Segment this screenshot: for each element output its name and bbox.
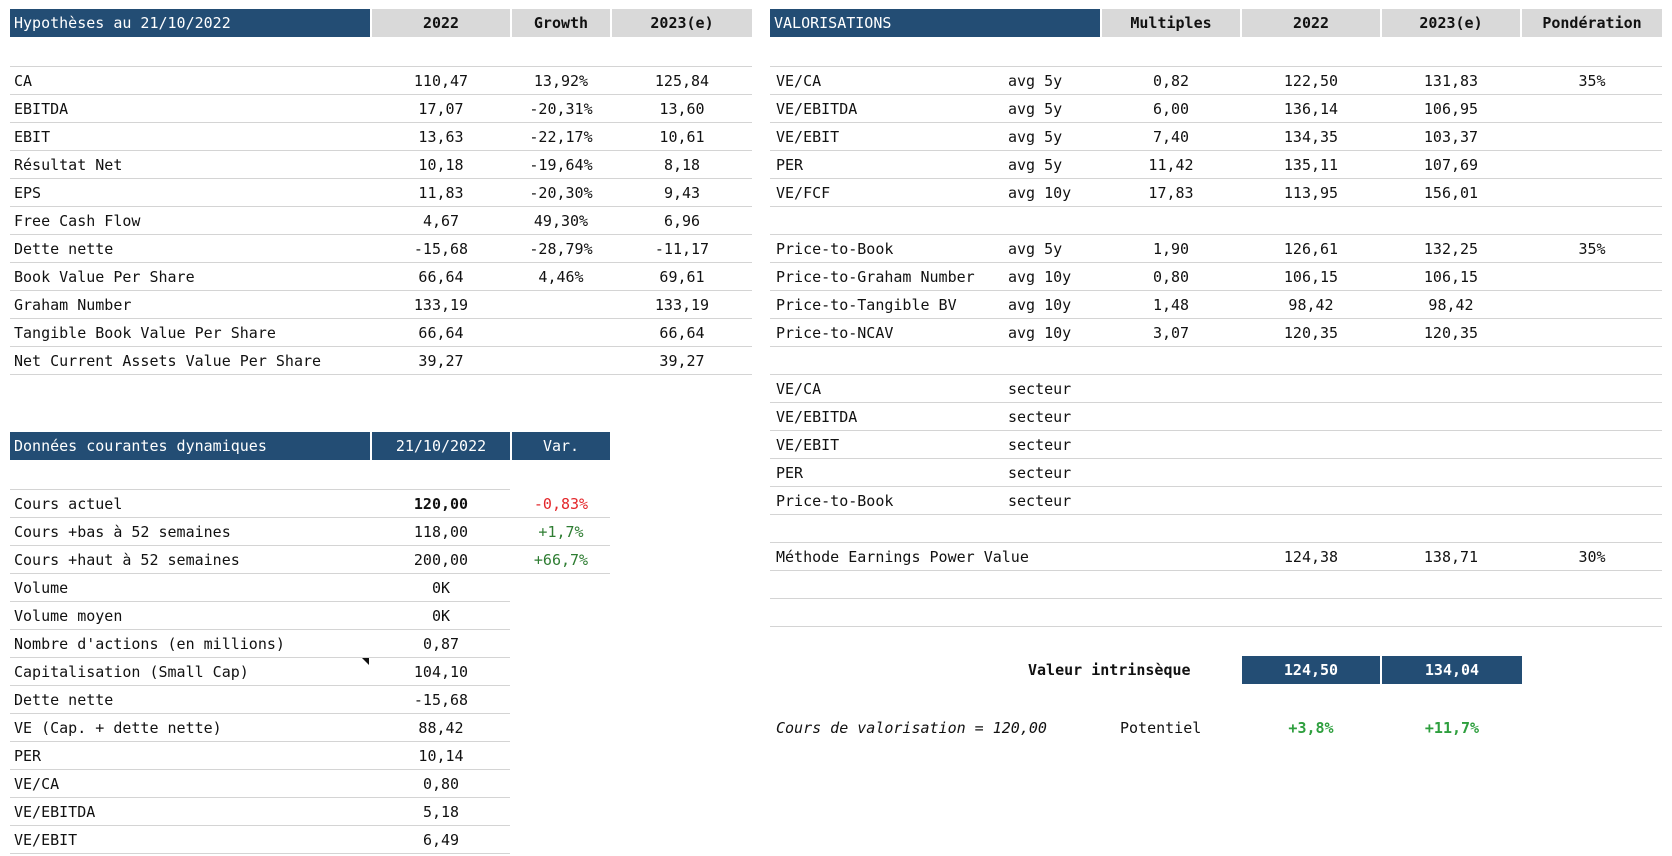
val-multiple [1102, 207, 1240, 234]
val-multiple [1102, 347, 1240, 374]
dynamic-data-panel [0, 420, 760, 856]
val-basis [1008, 599, 1098, 626]
dynamic-date: 21/10/2022 [372, 432, 510, 460]
hyp-growth: -19,64% [529, 156, 593, 174]
val-value-2023e: 107,69 [1423, 156, 1479, 174]
val-label: VE/EBIT [776, 128, 840, 146]
val-value-2022 [1242, 347, 1380, 374]
dyn-value: 118,00 [413, 523, 469, 541]
val-row [770, 543, 1662, 571]
hyp-row [10, 207, 752, 235]
dyn-spacer-row [10, 462, 510, 490]
val-value-2023e [1382, 375, 1520, 402]
hyp-value-2023e: 133,19 [654, 296, 710, 314]
dyn-value: 10,14 [418, 747, 464, 765]
val-value-2023e: 131,83 [1423, 72, 1479, 90]
val-weighting [1522, 375, 1662, 402]
val-weighting [1522, 347, 1662, 374]
val-value-2022: 98,42 [1288, 296, 1334, 314]
dyn-value: 6,49 [422, 831, 460, 849]
val-value-2023e [1382, 515, 1520, 542]
val-label: Price-to-NCAV [776, 324, 894, 342]
val-label: VE/EBIT [776, 436, 840, 454]
val-multiple: 3,07 [1152, 324, 1190, 342]
val-value-2022: 120,35 [1283, 324, 1339, 342]
hyp-row [10, 95, 752, 123]
valuations-title: VALORISATIONS [770, 9, 1100, 37]
valuation-price: Cours de valorisation = 120,00 [776, 719, 1047, 737]
val-weighting [1522, 151, 1662, 178]
hyp-col-2022: 2022 [372, 9, 510, 37]
val-basis: secteur [1008, 408, 1072, 426]
val-label: VE/FCF [776, 184, 831, 202]
hypotheses-panel [0, 0, 760, 380]
val-weighting: 35% [1578, 240, 1606, 258]
val-weighting [1522, 207, 1662, 234]
val-row [770, 571, 1662, 599]
dyn-value: 200,00 [413, 551, 469, 569]
hyp-value-2023e: 13,60 [659, 100, 705, 118]
val-weighting [1522, 571, 1662, 598]
val-value-2022: 135,11 [1283, 156, 1339, 174]
hyp-value-2022: 13,63 [418, 128, 464, 146]
val-label: PER [776, 156, 804, 174]
potential-label: Potentiel [1120, 719, 1202, 737]
dyn-row [10, 630, 510, 658]
val-basis: secteur [1008, 380, 1072, 398]
hyp-growth: -22,17% [529, 128, 593, 146]
val-row [770, 67, 1662, 95]
val-multiple [1102, 487, 1240, 514]
dyn-row [10, 602, 510, 630]
val-weighting [1522, 179, 1662, 206]
val-value-2022 [1242, 431, 1380, 458]
hyp-label: Book Value Per Share [14, 268, 195, 286]
hyp-value-2022: 17,07 [418, 100, 464, 118]
val-value-2023e: 156,01 [1423, 184, 1479, 202]
dyn-variation: +66,7% [533, 551, 589, 569]
hyp-row [10, 151, 752, 179]
dyn-row [10, 826, 510, 854]
hyp-row [10, 235, 752, 263]
dyn-label: VE/EBIT [14, 831, 78, 849]
hyp-value-2023e: 125,84 [654, 72, 710, 90]
dyn-label: PER [14, 747, 42, 765]
val-row [770, 123, 1662, 151]
dyn-row [10, 658, 510, 686]
val-col-2023e: 2023(e) [1382, 9, 1520, 37]
dyn-row [10, 490, 610, 518]
val-multiple [1102, 403, 1240, 430]
val-weighting [1522, 599, 1662, 626]
intrinsic-value-2022: 124,50 [1242, 656, 1380, 684]
val-basis [1008, 347, 1098, 374]
val-basis [1008, 543, 1098, 570]
hyp-value-2022: 110,47 [413, 72, 469, 90]
val-col-ponderation: Pondération [1522, 9, 1662, 37]
val-value-2023e [1382, 487, 1520, 514]
val-value-2022: 136,14 [1283, 100, 1339, 118]
val-value-2022 [1242, 403, 1380, 430]
val-row [770, 235, 1662, 263]
dyn-row [10, 686, 510, 714]
val-value-2022 [1242, 571, 1380, 598]
hyp-value-2022: 66,64 [418, 324, 464, 342]
val-row [770, 151, 1662, 179]
hyp-label: EPS [14, 184, 42, 202]
dyn-label: Capitalisation (Small Cap) [14, 663, 249, 681]
hyp-label: Tangible Book Value Per Share [14, 324, 276, 342]
val-value-2023e [1382, 207, 1520, 234]
val-weighting [1522, 95, 1662, 122]
hyp-label: Résultat Net [14, 156, 123, 174]
val-value-2023e: 120,35 [1423, 324, 1479, 342]
potential-2023e: +11,7% [1424, 719, 1480, 737]
dyn-row [10, 574, 510, 602]
val-multiple: 11,42 [1148, 156, 1194, 174]
val-basis: avg 10y [1008, 184, 1072, 202]
hyp-value-2022: 4,67 [422, 212, 460, 230]
val-value-2022: 122,50 [1283, 72, 1339, 90]
val-value-2023e: 98,42 [1428, 296, 1474, 314]
dyn-label: Nombre d'actions (en millions) [14, 635, 285, 653]
valuations-panel [770, 0, 1672, 856]
dyn-value: 104,10 [413, 663, 469, 681]
dyn-value: -15,68 [413, 691, 469, 709]
val-row [770, 459, 1662, 487]
val-label: Price-to-Book [776, 492, 894, 510]
val-spacer-row [770, 39, 1662, 67]
intrinsic-value-2023e: 134,04 [1382, 656, 1522, 684]
val-label: VE/CA [776, 72, 822, 90]
val-weighting [1522, 263, 1662, 290]
val-row [770, 207, 1662, 235]
hyp-value-2023e: 66,64 [659, 324, 705, 342]
hyp-label: EBIT [14, 128, 51, 146]
dyn-row [10, 770, 510, 798]
hyp-value-2022: 133,19 [413, 296, 469, 314]
dyn-variation: -0,83% [533, 495, 589, 513]
hyp-value-2023e: -11,17 [654, 240, 710, 258]
val-weighting [1522, 515, 1662, 542]
val-label: Price-to-Graham Number [776, 268, 975, 286]
val-multiple [1102, 431, 1240, 458]
dyn-label: Volume [14, 579, 69, 597]
val-basis: avg 10y [1008, 296, 1072, 314]
hypotheses-title: Hypothèses au 21/10/2022 [10, 9, 370, 37]
val-multiple: 0,82 [1152, 72, 1190, 90]
val-label: VE/CA [776, 380, 822, 398]
val-multiple [1102, 543, 1240, 570]
val-weighting [1522, 291, 1662, 318]
val-row [770, 431, 1662, 459]
dyn-label: VE/CA [14, 775, 60, 793]
val-basis: avg 5y [1008, 72, 1063, 90]
hyp-label: Net Current Assets Value Per Share [14, 352, 322, 370]
dyn-row [10, 798, 510, 826]
hyp-value-2022: 11,83 [418, 184, 464, 202]
val-weighting: 35% [1578, 72, 1606, 90]
val-row [770, 403, 1662, 431]
cell-comment-marker [362, 658, 369, 665]
dyn-value: 5,18 [422, 803, 460, 821]
val-multiple [1102, 571, 1240, 598]
val-label: Price-to-Tangible BV [776, 296, 957, 314]
val-value-2022: 124,38 [1283, 548, 1339, 566]
dynamic-title: Données courantes dynamiques [10, 432, 370, 460]
val-label: PER [776, 464, 804, 482]
val-basis: secteur [1008, 492, 1072, 510]
hyp-row [10, 179, 752, 207]
val-value-2022 [1242, 375, 1380, 402]
val-value-2022: 113,95 [1283, 184, 1339, 202]
val-value-2023e [1382, 403, 1520, 430]
hyp-label: Graham Number [14, 296, 132, 314]
val-value-2022 [1242, 459, 1380, 486]
val-row [770, 291, 1662, 319]
val-row [770, 95, 1662, 123]
val-value-2022 [1242, 207, 1380, 234]
val-row [770, 263, 1662, 291]
hyp-value-2023e: 39,27 [659, 352, 705, 370]
val-basis: avg 10y [1008, 268, 1072, 286]
hyp-value-2022: -15,68 [413, 240, 469, 258]
val-label: Price-to-Book [776, 240, 894, 258]
val-weighting [1522, 431, 1662, 458]
val-multiple: 0,80 [1152, 268, 1190, 286]
hyp-growth: 13,92% [533, 72, 589, 90]
val-basis: secteur [1008, 436, 1072, 454]
hyp-label: Free Cash Flow [14, 212, 141, 230]
hyp-row [10, 67, 752, 95]
dyn-row [10, 518, 610, 546]
hyp-growth: 49,30% [533, 212, 589, 230]
val-value-2022: 106,15 [1283, 268, 1339, 286]
val-col-multiples: Multiples [1102, 9, 1240, 37]
val-basis: avg 5y [1008, 240, 1063, 258]
hyp-value-2023e: 69,61 [659, 268, 705, 286]
hyp-value-2023e: 10,61 [659, 128, 705, 146]
hyp-spacer-row [10, 39, 752, 67]
val-label: VE/EBITDA [776, 100, 858, 118]
hyp-growth [512, 347, 610, 374]
intrinsic-value-label: Valeur intrinsèque [1028, 661, 1191, 679]
dyn-label: Cours +haut à 52 semaines [14, 551, 240, 569]
dyn-value: 120,00 [413, 495, 469, 513]
val-multiple [1102, 515, 1240, 542]
hyp-value-2023e: 9,43 [663, 184, 701, 202]
val-weighting: 30% [1578, 548, 1606, 566]
hyp-row [10, 263, 752, 291]
val-basis: avg 5y [1008, 128, 1063, 146]
dyn-variation: +1,7% [538, 523, 584, 541]
dyn-label: Cours actuel [14, 495, 123, 513]
dyn-label: Dette nette [14, 691, 114, 709]
dyn-label: VE (Cap. + dette nette) [14, 719, 222, 737]
dyn-value: 0K [431, 579, 451, 597]
val-basis: secteur [1008, 464, 1072, 482]
potential-2022: +3,8% [1288, 719, 1334, 737]
val-value-2023e: 106,95 [1423, 100, 1479, 118]
val-value-2022: 134,35 [1283, 128, 1339, 146]
val-value-2023e [1382, 431, 1520, 458]
val-row [770, 375, 1662, 403]
hyp-growth: -20,31% [529, 100, 593, 118]
hyp-value-2022: 66,64 [418, 268, 464, 286]
hyp-value-2022: 39,27 [418, 352, 464, 370]
hyp-label: Dette nette [14, 240, 114, 258]
dynamic-var-header: Var. [512, 432, 610, 460]
hyp-value-2023e: 8,18 [663, 156, 701, 174]
hyp-value-2022: 10,18 [418, 156, 464, 174]
val-multiple: 17,83 [1148, 184, 1194, 202]
hyp-row [10, 319, 752, 347]
val-multiple: 1,90 [1152, 240, 1190, 258]
val-col-2022: 2022 [1242, 9, 1380, 37]
val-value-2023e: 132,25 [1423, 240, 1479, 258]
hyp-row [10, 123, 752, 151]
val-basis: avg 5y [1008, 100, 1063, 118]
hyp-col-growth: Growth [512, 9, 610, 37]
val-value-2022 [1242, 599, 1380, 626]
val-row [770, 179, 1662, 207]
hyp-row [10, 347, 752, 375]
dyn-value: 88,42 [418, 719, 464, 737]
val-multiple: 7,40 [1152, 128, 1190, 146]
hyp-col-2023e: 2023(e) [612, 9, 752, 37]
hyp-row [10, 291, 752, 319]
val-value-2023e [1382, 571, 1520, 598]
val-value-2023e: 103,37 [1423, 128, 1479, 146]
dyn-value: 0,87 [422, 635, 460, 653]
dyn-value: 0,80 [422, 775, 460, 793]
val-basis: avg 10y [1008, 324, 1072, 342]
val-value-2023e [1382, 347, 1520, 374]
val-weighting [1522, 403, 1662, 430]
val-value-2022 [1242, 515, 1380, 542]
val-value-2022 [1242, 487, 1380, 514]
val-value-2023e [1382, 459, 1520, 486]
val-value-2023e: 138,71 [1423, 548, 1479, 566]
val-basis [1008, 207, 1098, 234]
val-value-2023e [1382, 599, 1520, 626]
hyp-label: CA [14, 72, 33, 90]
val-weighting [1522, 487, 1662, 514]
val-weighting [1522, 123, 1662, 150]
dyn-label: Cours +bas à 52 semaines [14, 523, 231, 541]
val-label: VE/EBITDA [776, 408, 858, 426]
hyp-label: EBITDA [14, 100, 69, 118]
hyp-growth [512, 291, 610, 318]
dyn-label: VE/EBITDA [14, 803, 96, 821]
val-multiple: 6,00 [1152, 100, 1190, 118]
dyn-row [10, 742, 510, 770]
hyp-growth [512, 319, 610, 346]
val-row [770, 319, 1662, 347]
val-multiple [1102, 459, 1240, 486]
val-basis: avg 5y [1008, 156, 1063, 174]
dyn-label: Volume moyen [14, 607, 123, 625]
dyn-row [10, 714, 510, 742]
val-multiple [1102, 599, 1240, 626]
val-row [770, 347, 1662, 375]
hyp-growth: -20,30% [529, 184, 593, 202]
val-row [770, 599, 1662, 627]
val-row [770, 515, 1662, 543]
val-row [770, 487, 1662, 515]
dyn-value: 0K [431, 607, 451, 625]
val-value-2023e: 106,15 [1423, 268, 1479, 286]
val-weighting [1522, 319, 1662, 346]
hyp-value-2023e: 6,96 [663, 212, 701, 230]
val-multiple: 1,48 [1152, 296, 1190, 314]
hyp-growth: -28,79% [529, 240, 593, 258]
val-value-2022: 126,61 [1283, 240, 1339, 258]
val-basis [1008, 571, 1098, 598]
val-label: Méthode Earnings Power Value [776, 548, 1029, 566]
dyn-row [10, 546, 610, 574]
val-basis [1008, 515, 1098, 542]
val-weighting [1522, 459, 1662, 486]
val-multiple [1102, 375, 1240, 402]
hyp-growth: 4,46% [538, 268, 584, 286]
